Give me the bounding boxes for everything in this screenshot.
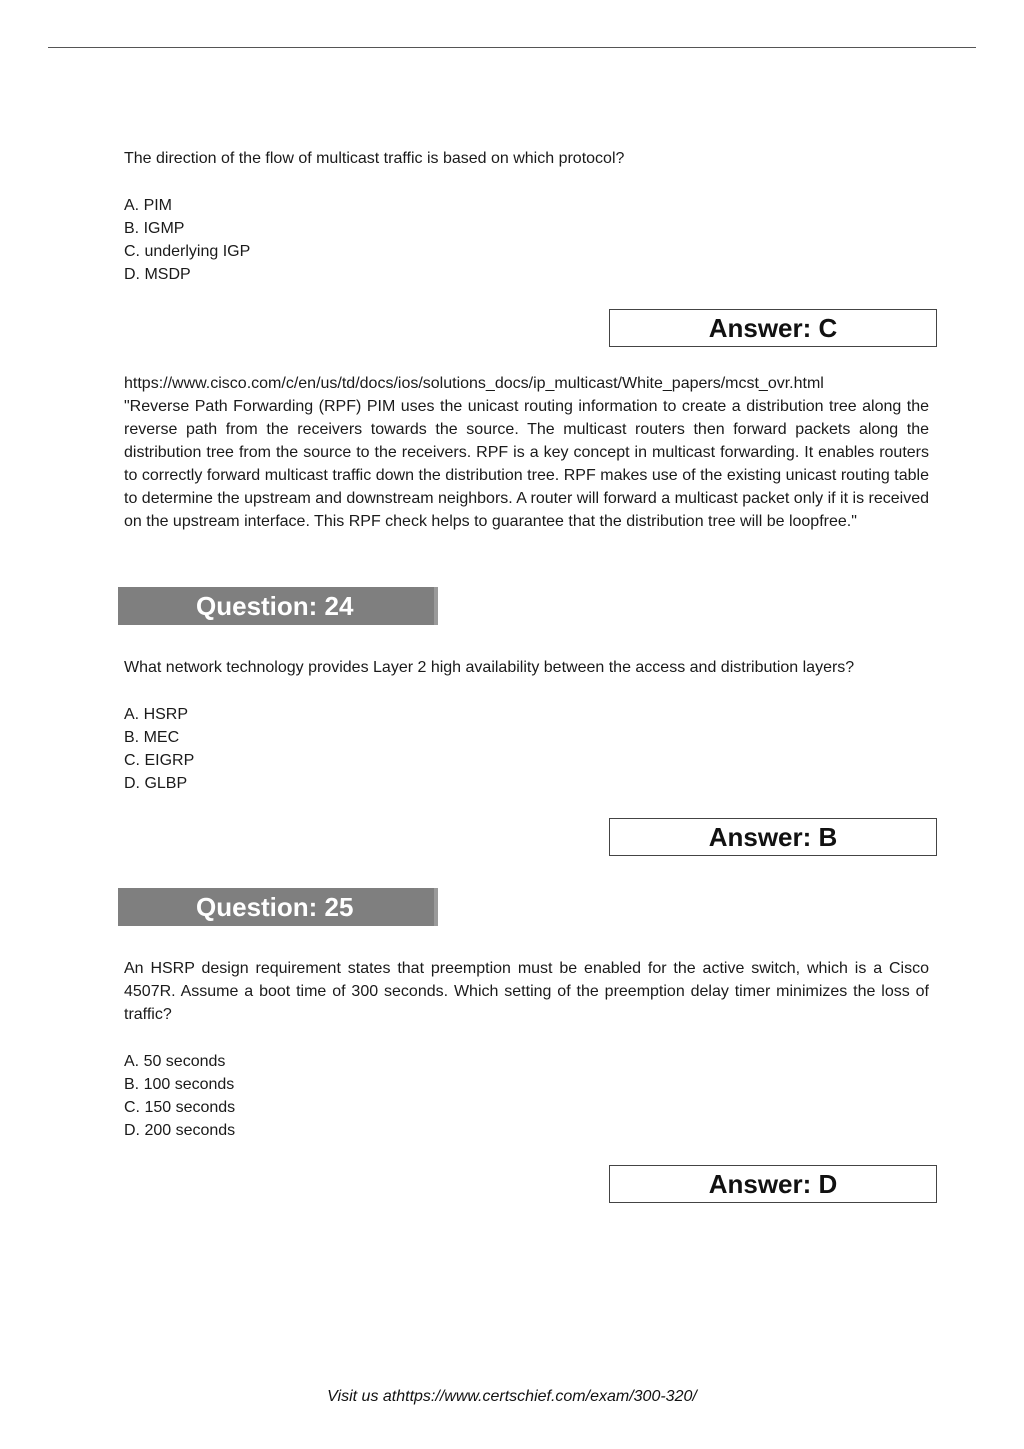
option: C. EIGRP — [124, 752, 195, 769]
option: B. 100 seconds — [124, 1076, 235, 1093]
option: D. GLBP — [124, 775, 188, 792]
question-23-options — [124, 194, 250, 286]
question-25-heading — [118, 888, 438, 926]
option: A. HSRP — [124, 706, 189, 723]
answer-box-23: Answer: C — [609, 309, 937, 347]
question-25-options — [124, 1050, 235, 1142]
answer-box-25: Answer: D — [609, 1165, 937, 1203]
question-25-heading-label: Question: 25 — [196, 891, 354, 922]
question-23-text: The direction of the flow of multicast traffic is based on which protocol? — [124, 150, 625, 167]
question-24-options — [124, 703, 194, 795]
option: D. 200 seconds — [124, 1122, 236, 1139]
footer-link[interactable]: Visit us athttps://www.certschief.com/exam/300-320/ — [327, 1388, 697, 1405]
option: A. PIM — [124, 197, 173, 214]
option: B. IGMP — [124, 220, 185, 237]
option: C. underlying IGP — [124, 243, 251, 260]
reference-link[interactable]: https://www.cisco.com/c/en/us/td/docs/ios/solutions_docs/ip_multicast/White_papers/mcst_ovr.html — [124, 375, 824, 392]
option: B. MEC — [124, 729, 180, 746]
option: D. MSDP — [124, 266, 191, 283]
option: A. 50 seconds — [124, 1053, 226, 1070]
option: C. 150 seconds — [124, 1099, 236, 1116]
explanation-text: "Reverse Path Forwarding (RPF) PIM uses the unicast routing information to create a distribution tree along the reverse path from the receivers towards the source. The multicast routers then forward packets along the distribution tree from the source to the receivers. RPF is a key concept in multicast forwarding. It enables routers to correctly forward multicast traffic down the distribution tree. RPF makes use of the existing unicast routing table to determine the upstream and downstream neighbors. A router will forward a multicast packet only if it is received on the upstream interface. This RPF check helps to guarantee that the distribution tree will be loopfree." — [124, 398, 929, 530]
question-24-heading — [118, 587, 438, 625]
header-rule — [48, 47, 976, 48]
question-24-text: What network technology provides Layer 2 high availability between the access and distribution layers? — [124, 659, 855, 676]
answer-box-24: Answer: B — [609, 818, 937, 856]
question-25-text: An HSRP design requirement states that preemption must be enabled for the active switch, which is a Cisco 4507R. Assume a boot time of 300 seconds. Which setting of the preemption delay timer minimizes the loss of traffic? — [124, 960, 929, 1023]
question-24-heading-label: Question: 24 — [196, 590, 354, 621]
